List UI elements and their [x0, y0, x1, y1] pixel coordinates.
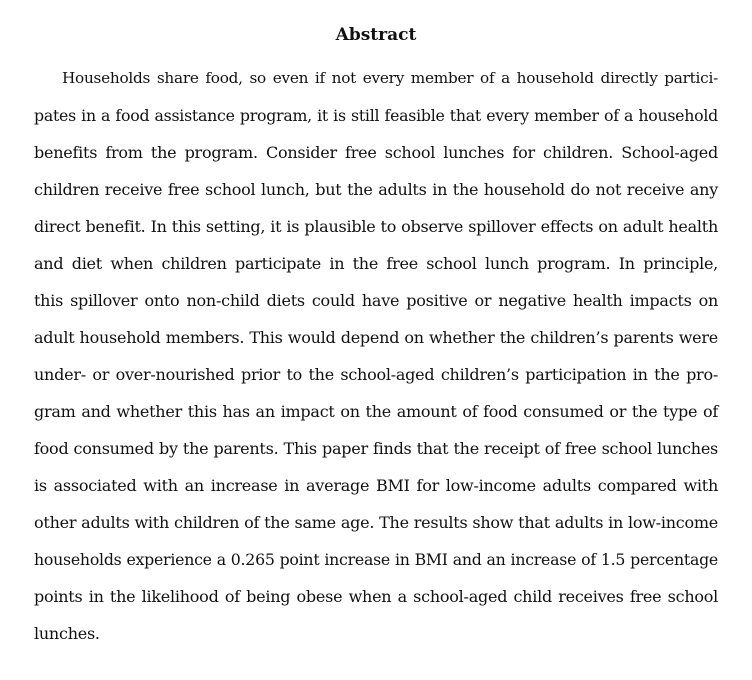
abstract-line: adult household members. This would depend on whether the children’s parents were	[34, 328, 718, 347]
abstract-line: lunches.	[34, 624, 100, 643]
abstract-body	[34, 60, 718, 652]
abstract-line: points in the likelihood of being obese when a school-aged child receives free school	[34, 587, 718, 606]
abstract-line: benefits from the program. Consider free school lunches for children. School-aged	[34, 143, 718, 162]
abstract-line: households experience a 0.265 point increase in BMI and an increase of 1.5 percentage	[34, 550, 718, 569]
abstract-line: food consumed by the parents. This paper finds that the receipt of free school lunches	[34, 439, 718, 458]
abstract-line: under- or over-nourished prior to the school-aged children’s participation in the pro-	[34, 365, 718, 384]
abstract-line: gram and whether this has an impact on the amount of food consumed or the type of	[34, 402, 718, 421]
abstract-line: is associated with an increase in average BMI for low-income adults compared with	[34, 476, 718, 495]
abstract-line: and diet when children participate in the free school lunch program. In principle,	[34, 254, 718, 273]
abstract-line: Households share food, so even if not every member of a household directly partici-	[62, 69, 718, 87]
abstract-line: direct benefit. In this setting, it is plausible to observe spillover effects on adult health	[34, 217, 718, 236]
abstract-line: pates in a food assistance program, it is still feasible that every member of a household	[34, 106, 718, 125]
abstract-line: other adults with children of the same age. The results show that adults in low-income	[34, 513, 718, 532]
abstract-title: Abstract	[335, 25, 417, 45]
abstract-line: this spillover onto non-child diets could have positive or negative health impacts on	[34, 291, 718, 310]
abstract-section	[34, 24, 718, 652]
abstract-line: children receive free school lunch, but the adults in the household do not receive any	[34, 180, 718, 199]
